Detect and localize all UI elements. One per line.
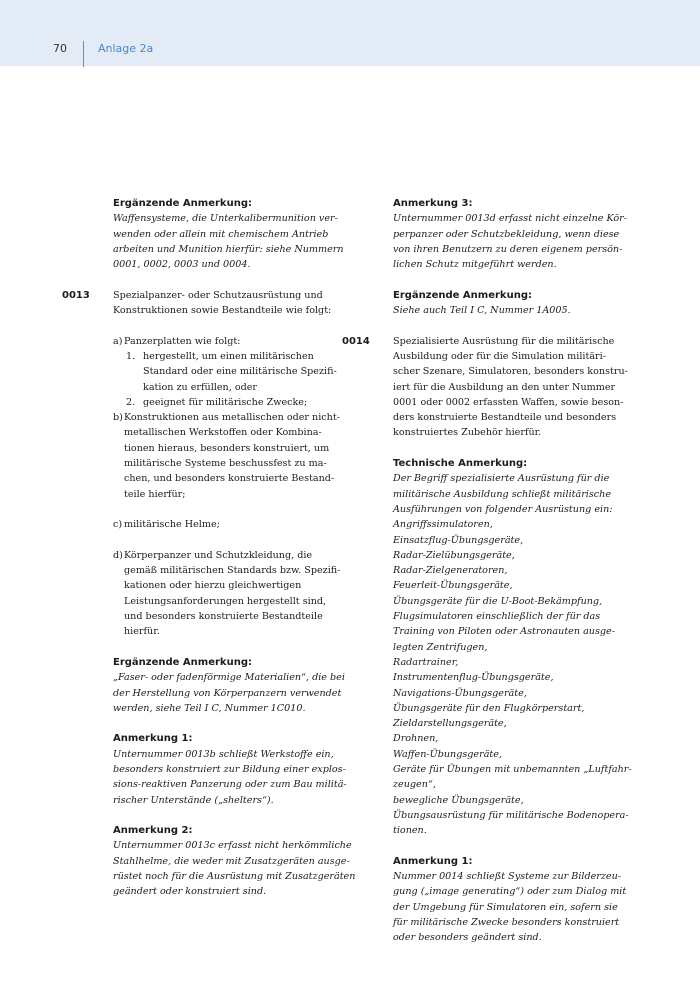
- list-marker: 2.: [126, 396, 136, 408]
- note-body: Siehe auch Teil I C, Nummer 1A005.: [393, 305, 571, 317]
- list-marker: b): [113, 412, 123, 424]
- list-item-b: b) Konstruktionen aus metallischen oder nicht- metallischen Werkstoffen oder Kombina- tionen hieraus, besonders konstruiert, um militärische Systeme beschussfest zu ma- chen, und besonders konstruierte Bestand- teile hierfür;: [113, 412, 340, 500]
- entry-text: 0001 oder 0002 erfassten Waffen, sowie beson-: [393, 396, 624, 408]
- note-heading: Technische Anmerkung:: [393, 458, 528, 470]
- note-body: Der Begriff spezialisierte Ausrüstung für die militärische Ausbildung schließt militärische Ausführungen von folgender Ausrüstung ein: Angriffssimulatoren, Einsatzflug-Übungsgeräte, Radar-Zielübungsgeräte, Radar-Zielgeneratoren, Feuerleit-Übungsgeräte, Übungsgeräte für die U-Boot-Bekämpfung, Flugsimulatoren einschließlich der für das Training von Piloten oder Astronauten ausge- legten Zentrifugen, Radartrainer, Instrumentenflug-Übungsgeräte, Navigations-Übungsgeräte, Übungsgeräte für den Flugkörperstart, Zieldarstellungsgeräte, Drohnen, Waffen-Übungsgeräte, Geräte für Übungen mit unbemannten „Luftfahr- zeugen“, bewegliche Übungsgeräte, Übungsausrüstung für militärische Bodenopera- tionen.: [393, 473, 632, 837]
- note-heading: Ergänzende Anmerkung:: [113, 198, 252, 209]
- supplementary-note-fasern: [113, 655, 343, 716]
- note-1-0013: [113, 731, 347, 807]
- supplementary-note-1a005: [393, 288, 625, 319]
- header-divider: [83, 41, 84, 67]
- note-body: Unternummer 0013d erfasst nicht einzelne Kör- perpanzer oder Schutzbekleidung, wenn diese von ihren Benutzern zu deren eigenem persön- lichen Schutz mitgeführt werden.: [393, 213, 627, 271]
- list-item-d: d) Körperpanzer und Schutzkleidung, die gemäß militärischen Standards bzw. Spezifi- kationen oder hierzu gleichwertigen Leistungsanforderungen hergestellt sind, und besonders konstruierte Bestandteile hierfür.: [113, 549, 341, 638]
- list-marker: d): [113, 549, 123, 561]
- note-body: Unternummer 0013c erfasst nicht herkömmliche Stahlhelme, die weder mit Zusatzgeräten ausge- rüstet noch für die Ausrüstung mit Zusatzgeräten geändert oder konstruiert sind.: [113, 840, 356, 898]
- page-header: [0, 0, 700, 66]
- note-heading: Ergänzende Anmerkung:: [113, 656, 252, 668]
- entry-text: Spezialpanzer- oder Schutzausrüstung und: [113, 289, 323, 301]
- note-heading: Anmerkung 3:: [393, 198, 473, 209]
- section-title: Anlage 2a: [98, 42, 154, 55]
- page-number: 70: [53, 42, 67, 55]
- note-heading: Anmerkung 2:: [113, 825, 193, 837]
- note-heading: Anmerkung 1:: [393, 855, 473, 867]
- note-body: Waffensysteme, die Unterkalibermunition ver- wenden oder allein mit chemischem Antrieb arbeiten und Munition hierfür: siehe Nummern 0001, 0002, 0003 und 0004.: [113, 213, 344, 271]
- entry-text: Ausbildung oder für die Simulation militäri-: [393, 350, 606, 362]
- entry-number: 0013: [62, 289, 90, 301]
- note-body: Unternummer 0013b schließt Werkstoffe ein, besonders konstruiert zur Bildung einer explos- sions-reaktiven Panzerung oder zum Bau militä- rischer Unterstände („shelters“).: [113, 748, 347, 806]
- entry-text: Spezialisierte Ausrüstung für die militärische: [393, 335, 615, 347]
- entry-text: ders konstruierte Bestandteile und besonders: [393, 412, 617, 424]
- list-item-a-1: 1. hergestellt, um einen militärischen Standard oder eine militärische Spezifi- kation zu erfüllen, oder: [126, 350, 337, 393]
- note-body: Nummer 0014 schließt Systeme zur Bilderzeu- gung („image generating“) oder zum Dialog mit der Umgebung für Simulatoren ein, sofern sie für militärische Zwecke besonders konstruiert oder besonders geändert sind.: [393, 871, 627, 944]
- note-heading: Anmerkung 1:: [113, 733, 193, 745]
- entry-0014: [342, 334, 628, 441]
- list-marker: a): [113, 335, 123, 347]
- right-column: [342, 196, 632, 946]
- entry-text: iert für die Ausbildung an den unter Nummer: [393, 381, 616, 393]
- note-1-0014: [393, 854, 625, 946]
- supplementary-note-waffensysteme: [113, 196, 343, 272]
- list-marker: 1.: [126, 350, 136, 362]
- note-2-0013: [113, 823, 356, 899]
- note-3-0013: [393, 196, 625, 272]
- technical-note-0014: [393, 456, 632, 838]
- entry-text: konstruiertes Zubehör hierfür.: [393, 427, 542, 439]
- entry-0013: [62, 288, 343, 319]
- list-item-a-2: 2. geeignet für militärische Zwecke;: [113, 395, 343, 410]
- list-item-c: c) militärische Helme;: [113, 517, 343, 532]
- note-body: „Faser- oder fadenförmige Materialien“, die bei der Herstellung von Körperpanzern verwendet werden, siehe Teil I C, Nummer 1C010.: [113, 672, 345, 714]
- list-marker: c): [113, 519, 123, 531]
- note-heading: Ergänzende Anmerkung:: [393, 289, 532, 301]
- entry-text: scher Szenare, Simulatoren, besonders konstru-: [393, 366, 628, 378]
- list-item-a: a) Panzerplatten wie folgt:: [113, 334, 343, 349]
- entry-number: 0014: [342, 335, 370, 347]
- entry-text: Konstruktionen sowie Bestandteile wie folgt:: [113, 305, 332, 317]
